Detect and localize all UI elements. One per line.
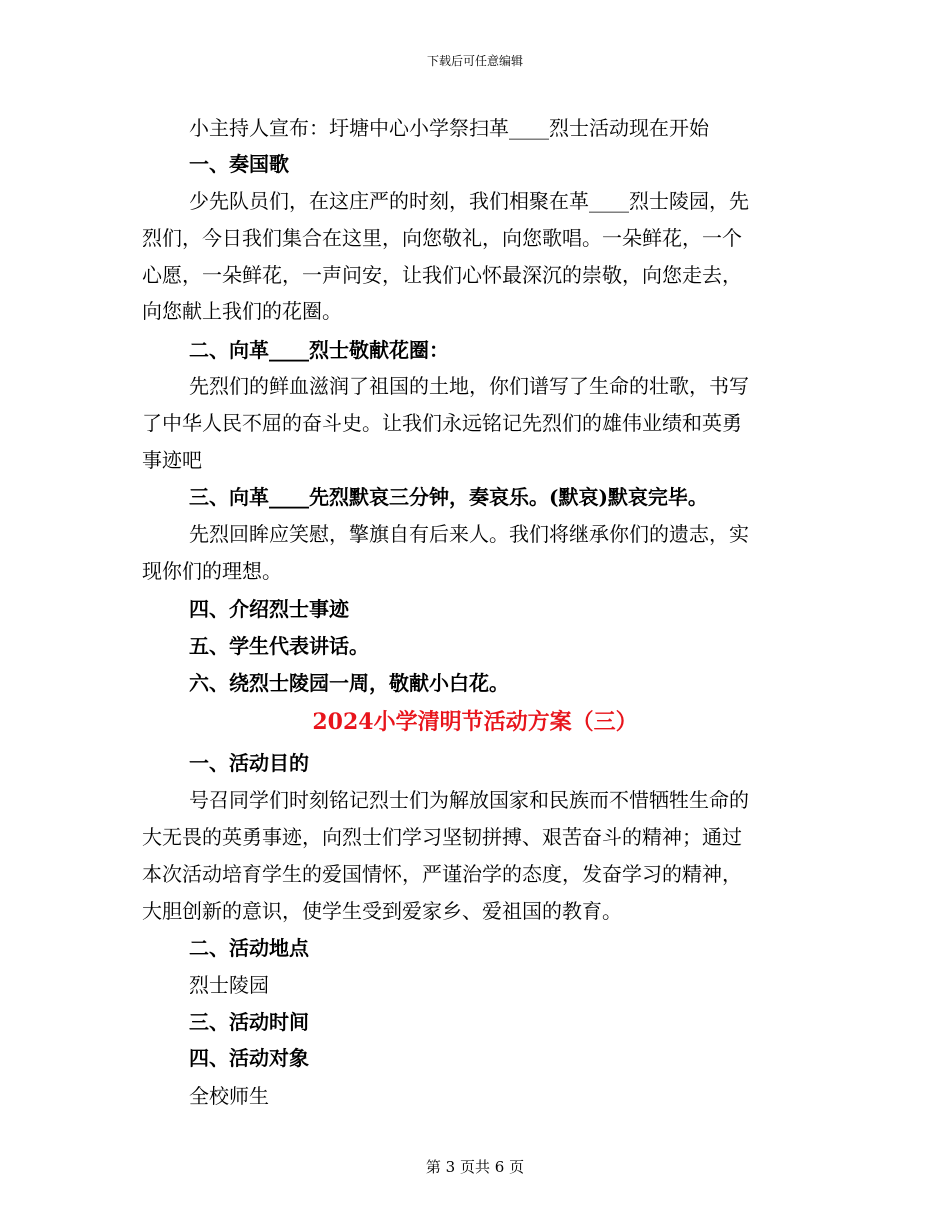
page-header: 下载后可任意编辑 (426, 54, 523, 68)
paragraph-line: 少先队员们，在这庄严的时刻，我们相聚在革____烈士陵园，先 (189, 189, 749, 213)
section-heading: 二、向革____烈士敬献花圈： (189, 338, 449, 362)
section-heading: 四、活动对象 (189, 1046, 309, 1070)
paragraph-line: 向您献上我们的花圈。 (142, 299, 342, 323)
paragraph-line: 小主持人宣布：圩塘中心小学祭扫革____烈士活动现在开始 (189, 116, 709, 140)
section-heading: 四、介绍烈士事迹 (189, 597, 349, 621)
paragraph-line: 了中华人民不屈的奋斗史。让我们永远铭记先烈们的雄伟业绩和英勇 (142, 411, 742, 435)
section-heading: 二、活动地点 (189, 936, 309, 960)
section-heading: 三、向革____先烈默哀三分钟，奏哀乐。(默哀)默哀完毕。 (189, 485, 708, 509)
paragraph-line: 本次活动培育学生的爱国情怀，严谨治学的态度，发奋学习的精神， (142, 862, 742, 886)
page-footer: 第 3 页共 6 页 (425, 1158, 525, 1176)
paragraph-line: 烈士陵园 (189, 973, 269, 997)
section-heading: 一、奏国歌 (189, 152, 289, 176)
section-heading: 一、活动目的 (189, 751, 309, 775)
document-title: 2024小学清明节活动方案（三） (312, 709, 638, 735)
paragraph-line: 先烈回眸应笑慰，擎旗自有后来人。我们将继承你们的遗志，实 (189, 522, 749, 546)
paragraph-line: 烈们，今日我们集合在这里，向您敬礼，向您歌唱。一朵鲜花，一个 (142, 226, 742, 250)
paragraph-line: 现你们的理想。 (142, 559, 282, 583)
paragraph-line: 事迹吧 (142, 448, 202, 472)
paragraph-line: 先烈们的鲜血滋润了祖国的土地，你们谱写了生命的壮歌，书写 (189, 374, 749, 398)
paragraph-line: 大无畏的英勇事迹，向烈士们学习坚韧拼搏、艰苦奋斗的精神；通过 (142, 825, 742, 849)
paragraph-line: 全校师生 (189, 1084, 269, 1108)
section-heading: 五、学生代表讲话。 (189, 634, 369, 658)
section-heading: 三、活动时间 (189, 1010, 309, 1034)
section-heading: 六、绕烈士陵园一周，敬献小白花。 (189, 671, 509, 695)
paragraph-line: 心愿，一朵鲜花，一声问安，让我们心怀最深沉的崇敬，向您走去， (142, 263, 742, 287)
paragraph-line: 大胆创新的意识，使学生受到爱家乡、爱祖国的教育。 (142, 899, 622, 923)
paragraph-line: 号召同学们时刻铭记烈士们为解放国家和民族而不惜牺牲生命的 (189, 788, 749, 812)
